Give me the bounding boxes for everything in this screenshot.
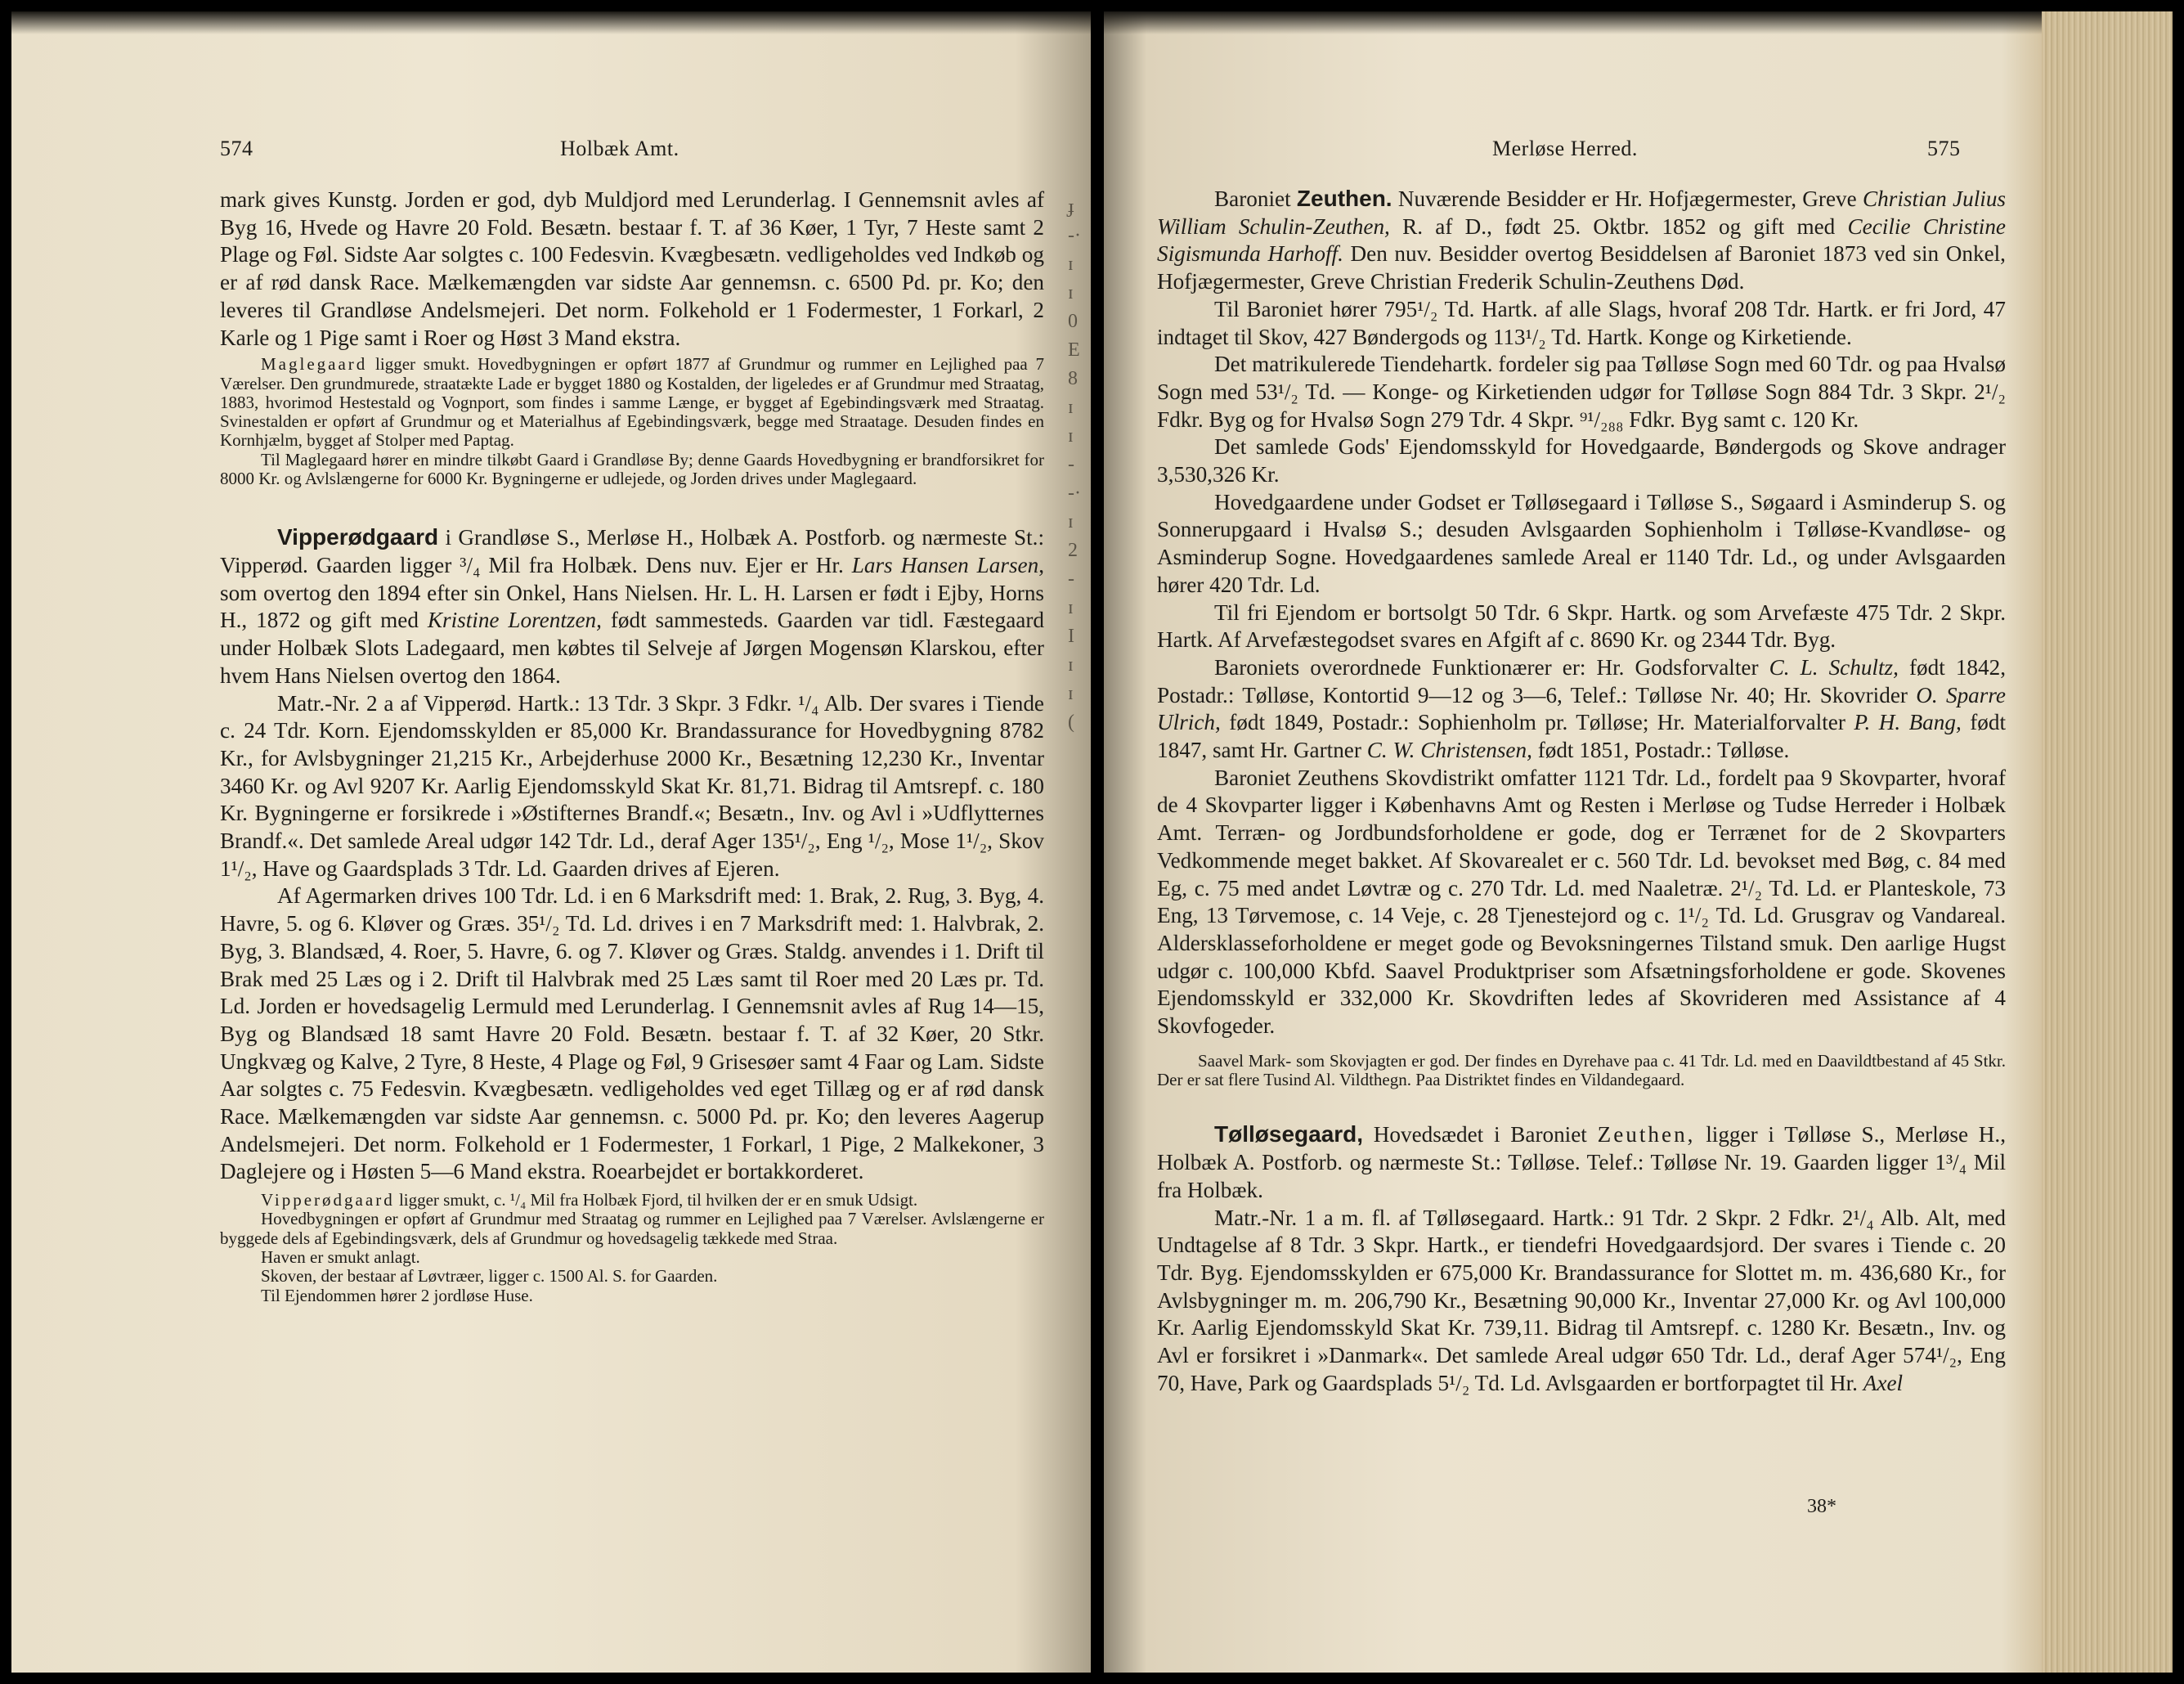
maglegaard-buildings-note: Maglegaard ligger smukt. Hovedbygningen er opført 1877 af Grundmur og rummer en Lejlighed paa 7 Værelser. Den grundmurede, straatækte Lade er bygget 1880 og Kostalden, der ligeledes er af Grundmur med Straatag, 1883, hvorimod Hestestald og Vognport, som findes i samme Længe, er bygget af Egebindingsværk med Straatag. Svinestalden er opført af Grundmur og et Materialhus af Egebindingsværk, begge med Straatage. Desuden findes en Kornhjælm, bygget af Stolper med Paptag. [220,354,1044,451]
left-page [11,11,1091,1673]
vipperodgaard-buildings-note: Hovedbygningen er opført af Grundmur med Straatag og rummer en Lejlighed paa 7 Værelser. Avlslængerne er byggede dels af Egebindingsværk, dels af Grundmur og hovedsagelig tækkede med Straa. [220,1209,1044,1248]
vipperodgaard-intro-paragraph: Vipperødgaard i Grandløse S., Merløse H., Holbæk A. Postforb. og nærmeste St.: Vipperød. Gaarden ligger ³/₄ Mil fra Holbæk. Dens nuv. Ejer er Hr. Lars Hansen Larsen, som overtog den 1894 efter sin Onkel, Hans Nielsen. Hr. L. H. Larsen er født i Ejby, Horns H., 1872 og gift med Kristine Lorentzen, født sammesteds. Gaarden var tidl. Fæstegaard under Holbæk Slots Ladegaard, men købtes til Selveje af Jørgen Mogensøn Klarskou, efter hvem Hans Nielsen overtog den 1864. [220,524,1045,688]
zeuthen-tithe-paragraph: Det matrikulerede Tiendehartk. fordeler sig paa Tølløse Sogn med 60 Tdr. og paa Hvalsø Sogn med 53¹/₂ Td. — Konge- og Kirketienden udgør for Tølløse Sogn 884 Tdr. 3 Skpr. 2¹/₂ Fdkr. Byg og for Hvalsø Sogn 279 Tdr. 4 Skpr. ⁹¹/₂₈₈ Fdkr. Byg samt c. 120 Kr. [1157,352,2006,432]
margin-marks: ɟ -· ɪ ɪ 0 E 8 ɪ ɪ - -· ɪ 2 - ɪ I ɪ ɪ ( [1068,196,1081,733]
right-running-head: Merløse Herred. [1492,137,1638,160]
left-text-column [220,186,1044,1305]
tollosegaard-intro-paragraph: Tølløsegaard, Hovedsædet i Baroniet Zeuthen, ligger i Tølløse S., Merløse H., Holbæk A. Postforb. og nærmeste St.: Tølløse. Telef.: Tølløse Nr. 19. Gaarden ligger 1³/₄ Mil fra Holbæk. [1157,1121,2006,1202]
right-page-number: 575 [1927,137,1961,160]
zeuthen-officials-paragraph: Baroniets overordnede Funktionærer er: Hr. Godsforvalter C. L. Schultz, født 1842, Postadr.: Tølløse, Kontortid 9—12 og 3—6, Telef.: Tølløse Nr. 40; Hr. Skovrider O. Sparre Ulrich, født 1849, Postadr.: Sophienholm pr. Tølløse; Hr. Materialforvalter P. H. Bang, født 1847, samt Hr. Gartner C. W. Christensen, født 1851, Postadr.: Tølløse. [1157,654,2007,763]
vipperodgaard-title: Vipperødgaard [277,524,439,550]
vipperodgaard-garden-note: Haven er smukt anlagt. [261,1247,420,1268]
zeuthen-sold-paragraph: Til fri Ejendom er bortsolgt 50 Tdr. 6 Skpr. Hartk. og som Arvefæste 475 Tdr. 2 Skpr. Hartk. Af Arvefæstegodset svares en Afgift af c. 8690 Kr. og 2344 Tdr. Byg. [1157,600,2006,653]
tollosegaard-property-paragraph: Matr.-Nr. 1 a m. fl. af Tølløsegaard. Hartk.: 91 Tdr. 2 Skpr. 2 Fdkr. 2¹/₄ Alb. Alt, med Undtagelse af 8 Tdr. 3 Skpr. Hartk., er tiendefri Hovedgaardsjord. Der svares i Tiende c. 20 Tdr. Byg. Ejendomsskylden er 675,000 Kr. Brandassurance for Slottet m. m. 436,680 Kr., for Avlsbygninger m. m. 206,790 Kr., Besætning 90,000 Kr., Inventar 27,000 Kr. og Avl 100,000 Kr. Aarlig Ejendomsskyld Skat Kr. 739,11. Bidrag til Amtsrepf. c. 1280 Kr. Besætn., Inv. og Avl er forsikret i »Danmark«. Det samlede Areal udgør 650 Tdr. Ld., deraf Ager 574¹/₂, Eng 70, Have, Park og Gaardsplads 5¹/₂ Td. Ld. Avlsgaarden er bortforpagtet til Hr. Axel [1157,1205,2006,1395]
maglegaard-continuation-paragraph: mark gives Kunstg. Jorden er god, dyb Muldjord med Lerunderlag. I Gennemsnit avles af Byg 16, Hvede og Havre 20 Fold. Besætn. bestaar f. T. af 36 Køer, 1 Tyr, 7 Heste samt 2 Plage og Føl. Sidste Aar solgtes c. 100 Fedesvin. Kvægbesætn. vedligeholdes ved Indkøb og er af rød dansk Race. Mælkemængden var sidste Aar gennemsn. c. 6500 Pd. pr. Ko; den leveres til Grandløse Andelsmejeri. Det norm. Folkehold er 1 Fodermester, 1 Forkarl, 2 Karle og 1 Pige samt i Roer og Høst 3 Mand ekstra. [220,187,1044,350]
vipperodgaard-houses-note: Til Ejendommen hører 2 jordløse Huse. [261,1285,533,1305]
signature-mark: 38* [1807,1496,1836,1517]
zeuthen-tax-paragraph: Det samlede Gods' Ejendomsskyld for Hovedgaarde, Bøndergods og Skove andrager 3,530,326 Kr. [1157,434,2006,487]
maglegaard-annex-note: Til Maglegaard hører en mindre tilkøbt Gaard i Grandløse By; denne Gaards Hovedbygning er brandforsikret for 8000 Kr. og Avlslængerne for 6000 Kr. Bygningerne er udlejede, og Jorden drives under Maglegaard. [220,449,1044,488]
zeuthen-hunting-note: Saavel Mark- som Skovjagten er god. Der findes en Dyrehave paa c. 41 Tdr. Ld. med en Daavildtbestand af 45 Stkr. Der er sat flere Tusind Al. Vildthegn. Paa Distriktet findes en Vildandegaard. [1157,1050,2006,1090]
vipperodgaard-farming-paragraph: Af Agermarken drives 100 Tdr. Ld. i en 6 Marksdrift med: 1. Brak, 2. Rug, 3. Byg, 4. Havre, 5. og 6. Kløver og Græs. 35¹/₂ Td. Ld. drives i en 7 Marksdrift med: 1. Halvbrak, 2. Byg, 3. Blandsæd, 4. Roer, 5. Havre, 6. og 7. Kløver og Græs. Staldg. anvendes i 1. Drift til Brak med 25 Læs og i 2. Drift til Halvbrak med 25 Læs samt til Roer med 20 Læs pr. Td. Ld. Jorden er hovedsagelig Lermuld med Lerunderlag. I Gennemsnit avles af Rug 14—15, Byg og Blandsæd 18 samt Havre 20 Fold. Besætn. bestaar f. T. af 32 Køer, 20 Stkr. Ungkvæg og Kalve, 2 Tyre, 8 Heste, 4 Plage og Føl, 9 Grisesøer samt 4 Faar og Lam. Sidste Aar solgtes c. 75 Fedesvin. Kvægbesætn. vedligeholdes ved eget Tillæg og er af rød dansk Race. Mælkemængden var sidste Aar gennemsn. c. 5000 Pd. pr. Ko; den leveres Aagerup Andelsmejeri. Det norm. Folkehold er 1 Fodermester, 1 Forkarl, 1 Pige, 2 Malkekoner, 3 Daglejere og i Høsten 5—6 Mand ekstra. Roearbejdet er bortakkorderet. [220,883,1044,1184]
vipperodgaard-property-paragraph: Matr.-Nr. 2 a af Vipperød. Hartk.: 13 Tdr. 3 Skpr. 3 Fdkr. ¹/₄ Alb. Der svares i Tiende c. 24 Tdr. Korn. Ejendomsskylden er 85,000 Kr. Brandassurance for Hovedbygning 8782 Kr., for Avlsbygninger 21,215 Kr., Arbejderhuse 2000 Kr., Besætning 12,230 Kr., Inventar 3460 Kr. og Avl 9207 Kr. Aarlig Ejendomsskyld Skat Kr. 81,71. Bidrag til Amtsrepf. c. 180 Kr. Bygningerne er forsikrede i »Østifternes Brandf.«; Besætn., Inv. og Avl i »Udflytternes Brandf.«. Det samlede Areal udgør 142 Tdr. Ld., deraf Ager 135¹/₂, Eng ¹/₂, Mose 1¹/₂, Skov 1¹/₂, Have og Gaardsplads 3 Tdr. Ld. Gaarden drives af Ejeren. [220,690,1044,881]
vipperodgaard-location-note: Vipperødgaard ligger smukt, c. ¹/₄ Mil fra Holbæk Fjord, til hvilken der er en smuk Udsigt. [261,1190,918,1210]
vipperodgaard-forest-note: Skoven, der bestaar af Løvtræer, ligger c. 1500 Al. S. for Gaarden. [261,1266,718,1287]
right-text-column [1157,185,2006,1397]
right-page [1104,11,2173,1673]
zeuthen-manors-paragraph: Hovedgaardene under Godset er Tølløsegaard i Tølløse S., Søgaard i Asminderup S. og Sonnerupgaard i Hvalsø S.; desuden Avlsgaarden Sophienholm i Tølløse-Kvandløse- og Asminderup Sogne. Hovedgaardenes samlede Areal er 1140 Tdr. Ld., og under Avlsgaarden hører 420 Tdr. Ld. [1157,489,2006,597]
zeuthen-forest-paragraph: Baroniet Zeuthens Skovdistrikt omfatter 1121 Tdr. Ld., fordelt paa 9 Skovparter, hvoraf de 4 Skovparter ligger i Københavns Amt og Resten i Merløse og Tudse Herreder i Holbæk Amt. Terræn- og Jordbundsforholdene er gode, dog er Terrænet for de 2 Skovparters Vedkommende meget bakket. Af Skovarealet er c. 560 Tdr. Ld. bevokset med Bøg, c. 84 med Eg, c. 75 med andet Løvtræ og c. 270 Tdr. Ld. med Naaletræ. 2¹/₂ Td. Ld. er Planteskole, 73 Eng, 13 Tørvemose, c. 14 Veje, c. 28 Tjenestejord og c. 1¹/₂ Td. Ld. Grusgrav og Vandareal. Aldersklasseforholdene er meget gode og Bevoksningernes Tilstand smuk. Den aarlige Hugst udgør c. 100,000 Kbfd. Saavel Produktpriser som Afsætningsforholdene er gode. Skovenes Ejendomsskyld er 332,000 Kr. Skovdriften ledes af Skovrideren med Assistance af 4 Skovfogeder. [1157,765,2006,1039]
page-top-shadow [1104,11,2173,34]
zeuthen-intro-paragraph: Baroniet Zeuthen. Nuværende Besidder er Hr. Hofjægermester, Greve Christian Julius William Schulin-Zeuthen, R. af D., født 25. Oktbr. 1852 og gift med Cecilie Christine Sigismunda Harhoff. Den nuv. Besidder overtog Besiddelsen af Baroniet 1873 ved sin Onkel, Hofjægermester, Greve Christian Frederik Schulin-Zeuthens Død. [1157,186,2006,294]
zeuthen-title: Zeuthen. [1296,186,1392,211]
left-running-head: Holbæk Amt. [560,137,679,160]
tollosegaard-title: Tølløsegaard, [1214,1121,1364,1147]
page-top-shadow [11,11,1091,34]
left-page-number: 574 [220,137,253,160]
page-edges [2042,11,2173,1673]
zeuthen-hartkorn-paragraph: Til Baroniet hører 795¹/₂ Td. Hartk. af alle Slags, hvoraf 208 Tdr. Hartk. er fri Jord, 47 indtaget til Skov, 427 Bøndergods og 113¹/₂ Td. Hartk. Konge og Kirketiende. [1157,296,2006,349]
